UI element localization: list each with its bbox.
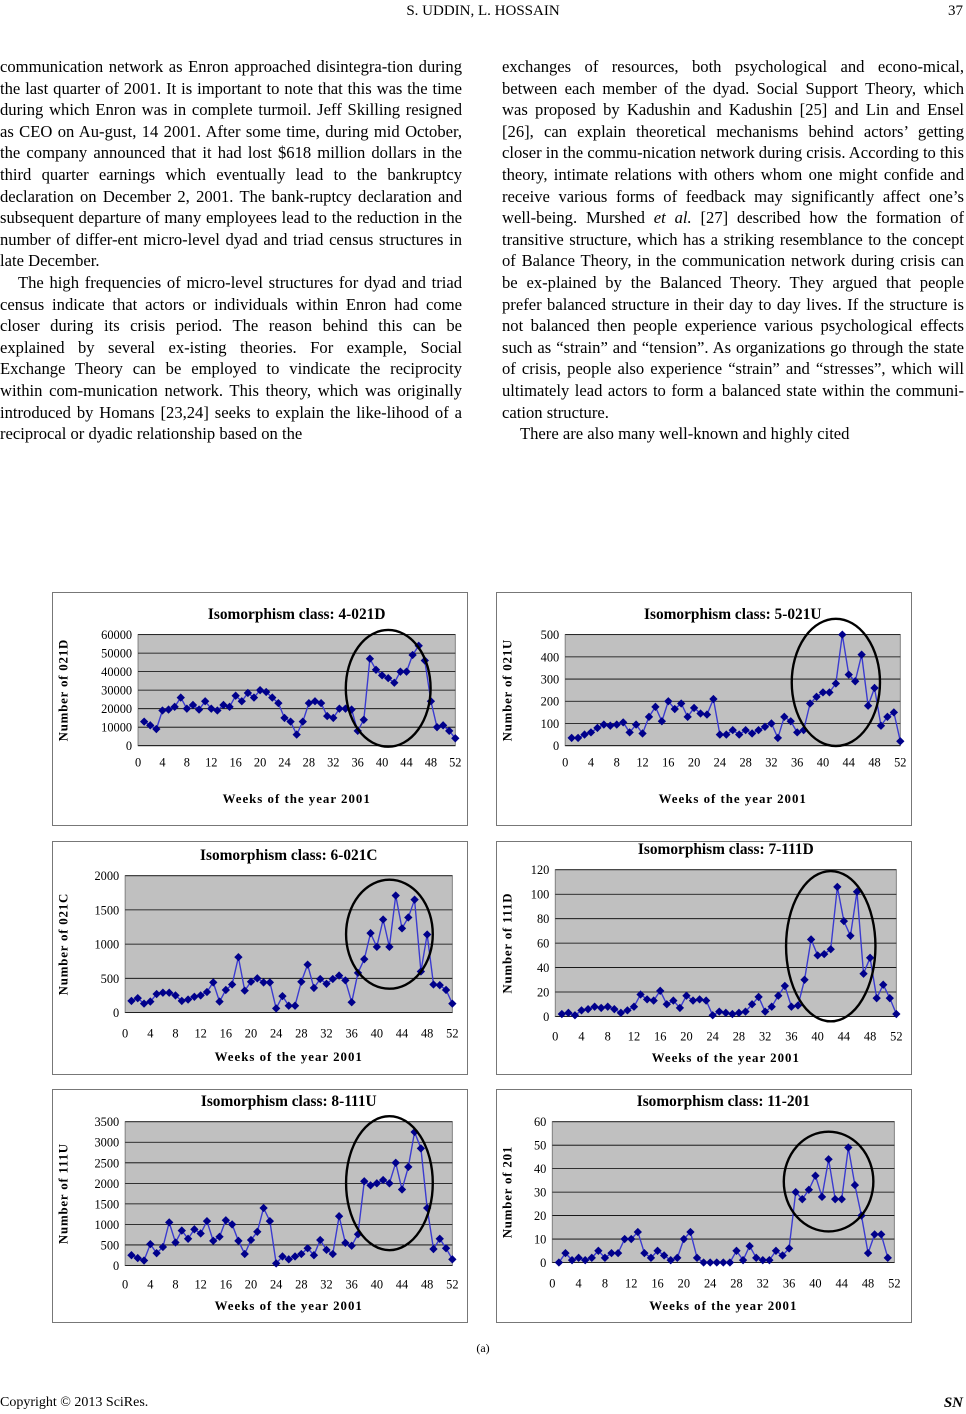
y-tick-label: 80: [536, 912, 550, 927]
x-tick-label: 28: [730, 1276, 743, 1291]
x-tick-label: 24: [703, 1276, 717, 1291]
x-tick-label: 40: [816, 755, 830, 770]
x-tick-label: 40: [370, 1277, 384, 1292]
x-tick-label: 32: [756, 1276, 769, 1291]
x-tick-label: 12: [205, 755, 218, 770]
x-tick-label: 32: [320, 1277, 333, 1292]
text-column-right: [502, 56, 964, 445]
x-tick-label: 24: [269, 1277, 283, 1292]
x-tick-label: 16: [219, 1277, 233, 1292]
x-tick-label: 28: [295, 1277, 308, 1292]
y-tick-label: 0: [543, 1009, 550, 1024]
x-tick-label: 4: [159, 755, 166, 770]
x-tick-label: 20: [677, 1276, 691, 1291]
paragraph-1: communication network as Enron approached disintegra-tion during the last quarter of 2001. It is important to note that this was the time during which Enron was in complete turmoil. Jeff Skilling resigned as CEO on Au-gust, 14 2001. After some time, during mid October, the company announced that it had lost $618 million dollars in the third quarter earnings which eventually lead to the bankruptcy declaration on December 2, 2001. The bank-ruptcy declaration and subsequent departure of many employees lead to the reduction in the number of differ-ent micro-level dyad and triad census structures in late December.: [0, 57, 462, 271]
y-tick-label: 60: [533, 1115, 547, 1130]
x-tick-label: 40: [811, 1029, 824, 1044]
x-tick-label: 16: [654, 1029, 667, 1044]
x-tick-label: 0: [562, 755, 569, 770]
x-tick-label: 20: [244, 1026, 258, 1041]
y-tick-label: 20000: [101, 702, 133, 717]
y-axis-label: Number of 201: [500, 1145, 515, 1239]
y-tick-label: 3500: [94, 1115, 120, 1130]
x-tick-label: 44: [837, 1029, 851, 1044]
x-tick-label: 12: [636, 755, 649, 770]
chart-svg: [497, 593, 911, 825]
x-tick-label: 24: [706, 1029, 719, 1044]
chart-title: Isomorphism class: 6-021C: [200, 846, 378, 864]
y-axis-label: Number of 021C: [56, 892, 71, 996]
y-tick-label: 60: [536, 936, 550, 951]
x-tick-label: 4: [147, 1277, 154, 1292]
x-tick-label: 4: [147, 1026, 154, 1041]
chart-svg: [497, 1090, 911, 1322]
y-axis-label: Number of 021D: [56, 638, 71, 742]
y-tick-label: 10: [533, 1232, 547, 1247]
x-tick-label: 12: [625, 1276, 638, 1291]
x-tick-label: 16: [651, 1276, 664, 1291]
text-column-left: [0, 56, 462, 445]
chart-svg: [497, 842, 911, 1074]
page-number: 37: [948, 3, 963, 19]
x-tick-label: 36: [345, 1026, 358, 1041]
x-tick-label: 16: [229, 755, 242, 770]
y-tick-label: 0: [125, 739, 133, 754]
chart-panel-2: [496, 592, 912, 826]
y-tick-label: 500: [540, 628, 560, 643]
y-tick-label: 20: [533, 1209, 547, 1224]
chart-title: Isomorphism class: 5-021U: [644, 605, 822, 623]
chart-panel-1: [52, 592, 468, 826]
x-tick-label: 24: [713, 755, 727, 770]
et-al: et al.: [653, 208, 692, 228]
x-axis-label: Weeks of the year 2001: [214, 1299, 363, 1314]
x-tick-label: 28: [739, 755, 752, 770]
x-tick-label: 36: [791, 755, 804, 770]
x-tick-label: 28: [302, 755, 316, 770]
y-tick-label: 400: [540, 650, 560, 665]
chart-title: Isomorphism class: 4-021D: [207, 605, 386, 623]
footer-journal: SN: [943, 1395, 963, 1411]
x-tick-label: 48: [420, 1026, 434, 1041]
x-tick-label: 8: [183, 755, 190, 770]
paragraph-2: The high frequencies of micro-level structures for dyad and triad census indicate that actors or individuals within Enron had come closer during its crisis period. The reason behind this can be explained by several ex-isting theories. For example, Social Exchange Theory can be employed to vindicate the reciprocity within com-munication network. This theory, which was originally introduced by Homans [23,24] seeks to explain the like-lihood of a reciprocal or dyadic relationship based on the: [0, 272, 462, 444]
paragraph-3-text-b: [27] described how the formation of transitive structure, which has a striking resemblance to the concept of Balance Theory, in the communication network during crisis can be ex-plained by the Balanced Theory. They argued that people prefer balanced structure in their day to day lives. If the structure is not balanced then people experience various psychological effects such as “strain” and “tension”. As organizations go through the state of crisis, people also experience “strain” and “stresses”, which will ultimately lead actors to form a balanced state within the communi-cation structure.: [502, 208, 964, 422]
y-tick-label: 0: [540, 1255, 547, 1270]
y-axis-label: Number of 111D: [500, 892, 515, 994]
y-tick-label: 40: [536, 961, 550, 976]
y-tick-label: 0: [113, 1258, 120, 1273]
x-tick-label: 52: [894, 755, 907, 770]
x-tick-label: 48: [868, 755, 881, 770]
y-tick-label: 1000: [94, 1217, 120, 1232]
y-tick-label: 300: [540, 672, 560, 687]
x-tick-label: 36: [351, 755, 364, 770]
y-tick-label: 500: [100, 971, 120, 986]
x-tick-label: 36: [782, 1276, 796, 1291]
x-tick-label: 8: [172, 1026, 179, 1041]
y-tick-label: 40000: [101, 665, 133, 680]
x-tick-label: 0: [122, 1277, 129, 1292]
x-tick-label: 44: [395, 1026, 409, 1041]
x-tick-label: 8: [601, 1276, 609, 1291]
x-tick-label: 20: [687, 755, 701, 770]
running-head-authors: S. UDDIN, L. HOSSAIN: [406, 3, 560, 19]
figure-label: (a): [476, 1341, 490, 1355]
x-tick-label: 16: [662, 755, 675, 770]
paragraph-3: [502, 56, 964, 423]
y-tick-label: 50: [533, 1138, 547, 1153]
x-tick-label: 12: [194, 1026, 207, 1041]
paragraph-4: There are also many well-known and highly cited: [520, 424, 850, 444]
y-tick-label: 0: [113, 1005, 120, 1020]
x-axis-label: Weeks of the year 2001: [651, 1051, 800, 1066]
y-tick-label: 1000: [94, 937, 120, 952]
chart-panel-4: [496, 841, 912, 1075]
x-tick-label: 40: [375, 755, 389, 770]
x-axis-label: Weeks of the year 2001: [214, 1050, 363, 1065]
x-tick-label: 0: [549, 1276, 556, 1291]
y-tick-label: 0: [553, 739, 560, 754]
chart-panel-3: [52, 841, 468, 1075]
x-tick-label: 24: [269, 1026, 283, 1041]
x-tick-label: 8: [604, 1029, 611, 1044]
x-tick-label: 28: [732, 1029, 746, 1044]
y-tick-label: 20: [536, 985, 550, 1000]
x-tick-label: 52: [888, 1276, 901, 1291]
y-tick-label: 1500: [94, 903, 120, 918]
x-tick-label: 0: [122, 1026, 129, 1041]
x-tick-label: 48: [863, 1029, 877, 1044]
x-tick-label: 0: [134, 755, 142, 770]
x-axis-label: Weeks of the year 2001: [658, 792, 807, 807]
x-tick-label: 20: [244, 1277, 258, 1292]
x-tick-label: 16: [219, 1026, 233, 1041]
y-axis-label: Number of 021U: [500, 638, 515, 742]
chart-svg: [53, 1090, 467, 1322]
x-tick-label: 40: [809, 1276, 822, 1291]
x-tick-label: 0: [552, 1029, 559, 1044]
y-tick-label: 3000: [94, 1135, 120, 1150]
x-tick-label: 4: [587, 755, 595, 770]
chart-title: Isomorphism class: 8-111U: [200, 1092, 377, 1110]
y-tick-label: 100: [530, 887, 550, 902]
x-tick-label: 8: [613, 755, 620, 770]
y-tick-label: 500: [100, 1238, 120, 1253]
y-tick-label: 50000: [101, 646, 133, 661]
chart-svg: [53, 593, 467, 825]
x-tick-label: 36: [345, 1277, 358, 1292]
y-tick-label: 30: [533, 1185, 547, 1200]
x-tick-label: 48: [424, 755, 438, 770]
x-axis-label: Weeks of the year 2001: [649, 1299, 798, 1314]
running-header: [0, 0, 966, 30]
x-tick-label: 52: [449, 755, 462, 770]
chart-title: Isomorphism class: 11-201: [636, 1092, 810, 1110]
x-tick-label: 4: [578, 1029, 585, 1044]
y-tick-label: 40: [533, 1162, 547, 1177]
y-tick-label: 200: [540, 694, 560, 709]
y-tick-label: 60000: [101, 628, 133, 643]
x-axis-label: Weeks of the year 2001: [222, 792, 371, 807]
x-tick-label: 44: [842, 755, 855, 770]
chart-panel-6: [496, 1089, 912, 1323]
x-tick-label: 48: [420, 1277, 434, 1292]
x-tick-label: 44: [400, 755, 413, 770]
x-tick-label: 44: [395, 1277, 409, 1292]
x-tick-label: 32: [320, 1026, 333, 1041]
y-tick-label: 30000: [101, 683, 133, 698]
x-tick-label: 24: [278, 755, 291, 770]
x-tick-label: 36: [785, 1029, 798, 1044]
x-tick-label: 12: [627, 1029, 641, 1044]
x-tick-label: 40: [370, 1026, 384, 1041]
x-tick-label: 8: [172, 1277, 179, 1292]
y-axis-label: Number of 111U: [56, 1143, 71, 1245]
x-tick-label: 28: [295, 1026, 308, 1041]
chart-title: Isomorphism class: 7-111D: [637, 842, 814, 858]
paragraph-3-text-a: exchanges of resources, both psychological and econo-mical, between each member of the dyad. Social Support Theory, which was proposed by Kadushin and Kadushin [25] and Lin and Ensel [26], can explain theoretical mechanisms behind actors’ getting closer in the commu-nication network during crisis. According to this theory, intimate relations with others whom one might confide and receive various forms of feedback may significantly affect one’s well-being. Murshed: [502, 57, 964, 228]
chart-svg: [53, 842, 467, 1074]
chart-panel-5: [52, 1089, 468, 1323]
figure-charts: [52, 592, 914, 1332]
y-tick-label: 1500: [94, 1197, 120, 1212]
x-tick-label: 12: [194, 1277, 207, 1292]
x-tick-label: 32: [765, 755, 778, 770]
y-tick-label: 120: [530, 863, 550, 878]
y-tick-label: 100: [540, 716, 560, 731]
x-tick-label: 48: [861, 1276, 875, 1291]
y-tick-label: 2500: [94, 1156, 120, 1171]
x-tick-label: 52: [446, 1026, 459, 1041]
y-tick-label: 2000: [94, 869, 120, 884]
x-tick-label: 52: [890, 1029, 903, 1044]
y-tick-label: 2000: [94, 1176, 120, 1191]
x-tick-label: 20: [680, 1029, 693, 1044]
x-tick-label: 44: [835, 1276, 848, 1291]
x-tick-label: 52: [446, 1277, 459, 1292]
x-tick-label: 4: [575, 1276, 582, 1291]
footer-copyright: Copyright © 2013 SciRes.: [0, 1395, 149, 1410]
y-tick-label: 10000: [101, 720, 133, 735]
x-tick-label: 32: [327, 755, 340, 770]
x-tick-label: 32: [758, 1029, 772, 1044]
x-tick-label: 20: [253, 755, 267, 770]
